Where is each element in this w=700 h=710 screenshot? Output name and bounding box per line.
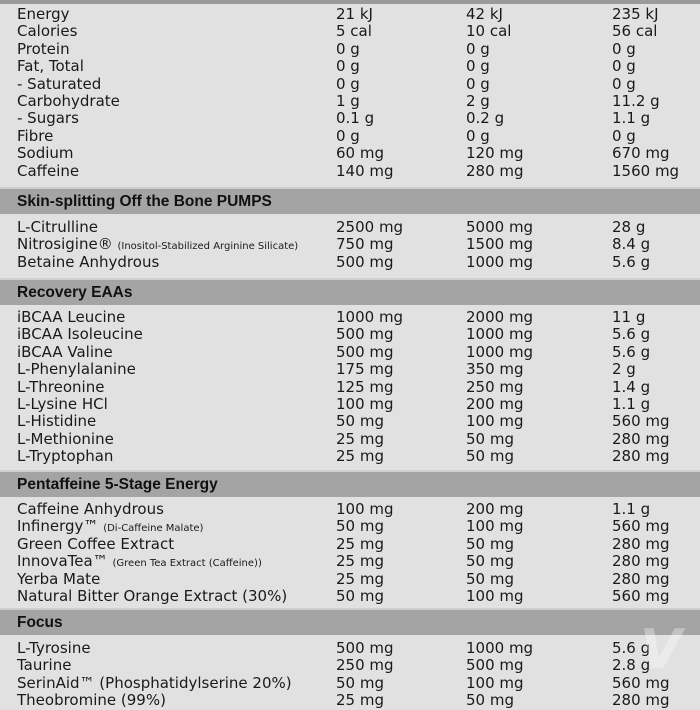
- ingredient-label: Protein: [17, 39, 70, 58]
- amount-col-1: 25 mg: [336, 429, 384, 448]
- ingredient-name: [17, 675, 292, 692]
- table-row: [0, 501, 700, 518]
- ingredient-label: Caffeine: [17, 161, 80, 180]
- table-row: [0, 254, 700, 271]
- ingredient-label: - Sugars: [17, 109, 79, 128]
- amount-col-1: 500 mg: [336, 639, 394, 657]
- amount-col-3: 5.6 g: [612, 639, 651, 657]
- table-row: [0, 553, 700, 570]
- ingredient-label: Fat, Total: [17, 57, 84, 76]
- table-row: [0, 145, 700, 162]
- ingredient-subtext: (Green Tea Extract (Caffeine)): [112, 558, 262, 570]
- amount-col-1: 1 g: [336, 91, 360, 110]
- table-row: [0, 692, 700, 709]
- ingredient-name: [17, 58, 84, 75]
- table-row: [0, 76, 700, 93]
- amount-col-2: 1500 mg: [466, 235, 534, 254]
- section-pumps: [0, 219, 700, 271]
- amount-col-1: 0 g: [336, 57, 360, 76]
- table-row: [0, 657, 700, 674]
- table-row: [0, 326, 700, 343]
- ingredient-label: InnovaTea™: [17, 552, 108, 571]
- section-focus: [0, 640, 700, 710]
- ingredient-name: [17, 93, 120, 110]
- ingredient-label: - Saturated: [17, 74, 102, 93]
- amount-col-2: 50 mg: [466, 429, 514, 448]
- ingredient-label: Carbohydrate: [17, 91, 120, 110]
- amount-col-3: 1560 mg: [612, 161, 680, 180]
- ingredient-subtext: (Inositol-Stabilized Arginine Silicate): [117, 241, 299, 253]
- ingredient-name: [17, 396, 108, 413]
- amount-col-2: 100 mg: [466, 517, 524, 536]
- amount-col-1: 25 mg: [336, 552, 384, 571]
- amount-col-1: 50 mg: [336, 517, 384, 536]
- amount-col-3: 560 mg: [612, 412, 670, 431]
- amount-col-2: 5000 mg: [466, 218, 534, 236]
- section-recovery-eaas: [0, 309, 700, 466]
- table-row: [0, 536, 700, 553]
- amount-col-3: 1.1 g: [612, 109, 651, 128]
- amount-col-3: 0 g: [612, 57, 636, 76]
- table-row: [0, 344, 700, 361]
- section-header-focus: Focus: [0, 608, 700, 635]
- table-row: [0, 379, 700, 396]
- amount-col-1: 25 mg: [336, 534, 384, 553]
- ingredient-label: L-Histidine: [17, 412, 97, 431]
- ingredient-name: [17, 536, 174, 553]
- amount-col-1: 25 mg: [336, 569, 384, 588]
- amount-col-1: 60 mg: [336, 144, 384, 163]
- amount-col-3: 5.6 g: [612, 342, 651, 361]
- amount-col-3: 235 kJ: [612, 5, 659, 23]
- amount-col-2: 100 mg: [466, 412, 524, 431]
- ingredient-name: [17, 6, 70, 23]
- amount-col-2: 1000 mg: [466, 325, 534, 344]
- amount-col-2: 10 cal: [466, 22, 512, 41]
- ingredient-label: L-Threonine: [17, 377, 105, 396]
- amount-col-3: 280 mg: [612, 534, 670, 553]
- amount-col-3: 280 mg: [612, 569, 670, 588]
- amount-col-1: 0.1 g: [336, 109, 375, 128]
- amount-col-1: 500 mg: [336, 325, 394, 344]
- amount-col-3: 0 g: [612, 39, 636, 58]
- amount-col-2: 50 mg: [466, 569, 514, 588]
- amount-col-1: 500 mg: [336, 252, 394, 271]
- amount-col-2: 120 mg: [466, 144, 524, 163]
- table-row: [0, 448, 700, 465]
- table-row: [0, 413, 700, 430]
- amount-col-2: 350 mg: [466, 360, 524, 379]
- ingredient-name: [17, 41, 70, 58]
- amount-col-1: 21 kJ: [336, 5, 373, 23]
- ingredient-name: [17, 361, 136, 378]
- ingredient-label: Yerba Mate: [17, 569, 101, 588]
- ingredient-label: L-Lysine HCl: [17, 394, 108, 413]
- section-energy: [0, 501, 700, 605]
- amount-col-2: 200 mg: [466, 394, 524, 413]
- amount-col-2: 50 mg: [466, 534, 514, 553]
- amount-col-3: 11.2 g: [612, 91, 660, 110]
- top-rule: [0, 0, 700, 4]
- ingredient-name: [17, 431, 114, 448]
- ingredient-label: Infinergy™: [17, 517, 99, 536]
- amount-col-3: 1.1 g: [612, 394, 651, 413]
- amount-col-1: 500 mg: [336, 342, 394, 361]
- amount-col-2: 1000 mg: [466, 252, 534, 271]
- amount-col-3: 5.6 g: [612, 252, 651, 271]
- amount-col-1: 125 mg: [336, 377, 394, 396]
- amount-col-1: 0 g: [336, 126, 360, 145]
- amount-col-3: 1.1 g: [612, 500, 651, 518]
- table-row: [0, 110, 700, 127]
- ingredient-name: [17, 448, 113, 465]
- ingredient-name: [17, 657, 71, 674]
- ingredient-name: [17, 692, 166, 709]
- amount-col-2: 100 mg: [466, 586, 524, 605]
- ingredient-label: Betaine Anhydrous: [17, 252, 160, 271]
- amount-col-2: 0 g: [466, 126, 490, 145]
- table-row: [0, 41, 700, 58]
- amount-col-2: 1000 mg: [466, 639, 534, 657]
- ingredient-label: Theobromine (99%): [17, 691, 166, 710]
- amount-col-1: 1000 mg: [336, 308, 404, 326]
- amount-col-1: 100 mg: [336, 500, 394, 518]
- ingredient-label: Taurine: [17, 656, 72, 675]
- ingredient-label: Sodium: [17, 144, 74, 163]
- amount-col-2: 250 mg: [466, 377, 524, 396]
- amount-col-3: 0 g: [612, 74, 636, 93]
- table-row: [0, 163, 700, 180]
- amount-col-2: 50 mg: [466, 691, 514, 710]
- ingredient-label: Nitrosigine®: [17, 235, 113, 254]
- amount-col-2: 0 g: [466, 74, 490, 93]
- ingredient-name: [17, 379, 104, 396]
- amount-col-2: 50 mg: [466, 447, 514, 466]
- ingredient-name: [17, 145, 74, 162]
- ingredient-label: SerinAid™ (Phosphatidylserine 20%): [17, 673, 292, 692]
- ingredient-name: [17, 326, 143, 343]
- table-row: [0, 93, 700, 110]
- ingredient-name: [17, 76, 101, 93]
- table-row: [0, 518, 700, 535]
- amount-col-2: 0 g: [466, 39, 490, 58]
- amount-col-2: 2000 mg: [466, 308, 534, 326]
- watermark-logo: V: [640, 618, 682, 681]
- amount-col-3: 1.4 g: [612, 377, 651, 396]
- table-row: [0, 309, 700, 326]
- amount-col-3: 56 cal: [612, 22, 658, 41]
- section-header-energy: Pentaffeine 5-Stage Energy: [0, 470, 700, 497]
- amount-col-1: 175 mg: [336, 360, 394, 379]
- amount-col-2: 2 g: [466, 91, 490, 110]
- table-row: [0, 236, 700, 253]
- ingredient-label: L-Methionine: [17, 429, 114, 448]
- table-row: [0, 675, 700, 692]
- amount-col-3: 5.6 g: [612, 325, 651, 344]
- amount-col-2: 0 g: [466, 57, 490, 76]
- amount-col-3: 2 g: [612, 360, 636, 379]
- ingredient-name: [17, 163, 79, 180]
- ingredient-label: Caffeine Anhydrous: [17, 500, 164, 518]
- amount-col-3: 280 mg: [612, 691, 670, 710]
- ingredient-name: [17, 413, 96, 430]
- table-row: [0, 58, 700, 75]
- ingredient-name: [17, 254, 159, 271]
- amount-col-3: 28 g: [612, 218, 646, 236]
- ingredient-label: Energy: [17, 5, 70, 23]
- ingredient-name: [17, 110, 79, 127]
- amount-col-1: 750 mg: [336, 235, 394, 254]
- amount-col-1: 2500 mg: [336, 218, 404, 236]
- table-row: [0, 23, 700, 40]
- table-row: [0, 361, 700, 378]
- table-row: [0, 588, 700, 605]
- section-header-pumps: Skin-splitting Off the Bone PUMPS: [0, 187, 700, 214]
- ingredient-name: [17, 219, 98, 236]
- amount-col-1: 0 g: [336, 74, 360, 93]
- amount-col-3: 280 mg: [612, 429, 670, 448]
- ingredient-name: [17, 128, 53, 145]
- ingredient-label: Green Coffee Extract: [17, 534, 175, 553]
- amount-col-3: 560 mg: [612, 517, 670, 536]
- table-row: [0, 219, 700, 236]
- amount-col-2: 200 mg: [466, 500, 524, 518]
- amount-col-1: 0 g: [336, 39, 360, 58]
- ingredient-label: iBCAA Isoleucine: [17, 325, 143, 344]
- amount-col-3: 280 mg: [612, 447, 670, 466]
- amount-col-1: 25 mg: [336, 447, 384, 466]
- amount-col-3: 280 mg: [612, 552, 670, 571]
- amount-col-1: 25 mg: [336, 691, 384, 710]
- amount-col-1: 250 mg: [336, 656, 394, 675]
- amount-col-2: 500 mg: [466, 656, 524, 675]
- table-row: [0, 6, 700, 23]
- ingredient-name: [17, 344, 113, 361]
- ingredient-name: [17, 571, 100, 588]
- ingredient-label: L-Tryptophan: [17, 447, 114, 466]
- amount-col-3: 2.8 g: [612, 656, 651, 675]
- section-header-recovery-eaas: Recovery EAAs: [0, 278, 700, 305]
- amount-col-1: 140 mg: [336, 161, 394, 180]
- amount-col-1: 5 cal: [336, 22, 372, 41]
- ingredient-name: [17, 640, 91, 657]
- ingredient-label: L-Tyrosine: [17, 639, 91, 657]
- ingredient-subtext: (Di-Caffeine Malate): [103, 523, 204, 535]
- ingredient-name: [17, 588, 287, 605]
- table-row: [0, 128, 700, 145]
- amount-col-2: 42 kJ: [466, 5, 503, 23]
- table-row: [0, 396, 700, 413]
- ingredient-label: L-Phenylalanine: [17, 360, 136, 379]
- amount-col-1: 50 mg: [336, 673, 384, 692]
- amount-col-3: 560 mg: [612, 586, 670, 605]
- amount-col-1: 50 mg: [336, 412, 384, 431]
- amount-col-3: 560 mg: [612, 673, 670, 692]
- ingredient-label: iBCAA Valine: [17, 342, 113, 361]
- amount-col-3: 0 g: [612, 126, 636, 145]
- ingredient-name: [17, 501, 164, 518]
- ingredient-name: [17, 23, 77, 40]
- ingredient-label: Natural Bitter Orange Extract (30%): [17, 586, 288, 605]
- amount-col-2: 100 mg: [466, 673, 524, 692]
- amount-col-3: 8.4 g: [612, 235, 651, 254]
- amount-col-2: 280 mg: [466, 161, 524, 180]
- ingredient-label: L-Citrulline: [17, 218, 98, 236]
- amount-col-3: 11 g: [612, 308, 646, 326]
- table-row: [0, 571, 700, 588]
- nutrition-facts-block: [0, 6, 700, 180]
- amount-col-2: 0.2 g: [466, 109, 505, 128]
- ingredient-name: [17, 309, 125, 326]
- table-row: [0, 431, 700, 448]
- ingredient-label: iBCAA Leucine: [17, 308, 126, 326]
- amount-col-1: 100 mg: [336, 394, 394, 413]
- ingredient-label: Fibre: [17, 126, 54, 145]
- ingredient-label: Calories: [17, 22, 78, 41]
- amount-col-2: 1000 mg: [466, 342, 534, 361]
- table-row: [0, 640, 700, 657]
- amount-col-1: 50 mg: [336, 586, 384, 605]
- amount-col-2: 50 mg: [466, 552, 514, 571]
- amount-col-3: 670 mg: [612, 144, 670, 163]
